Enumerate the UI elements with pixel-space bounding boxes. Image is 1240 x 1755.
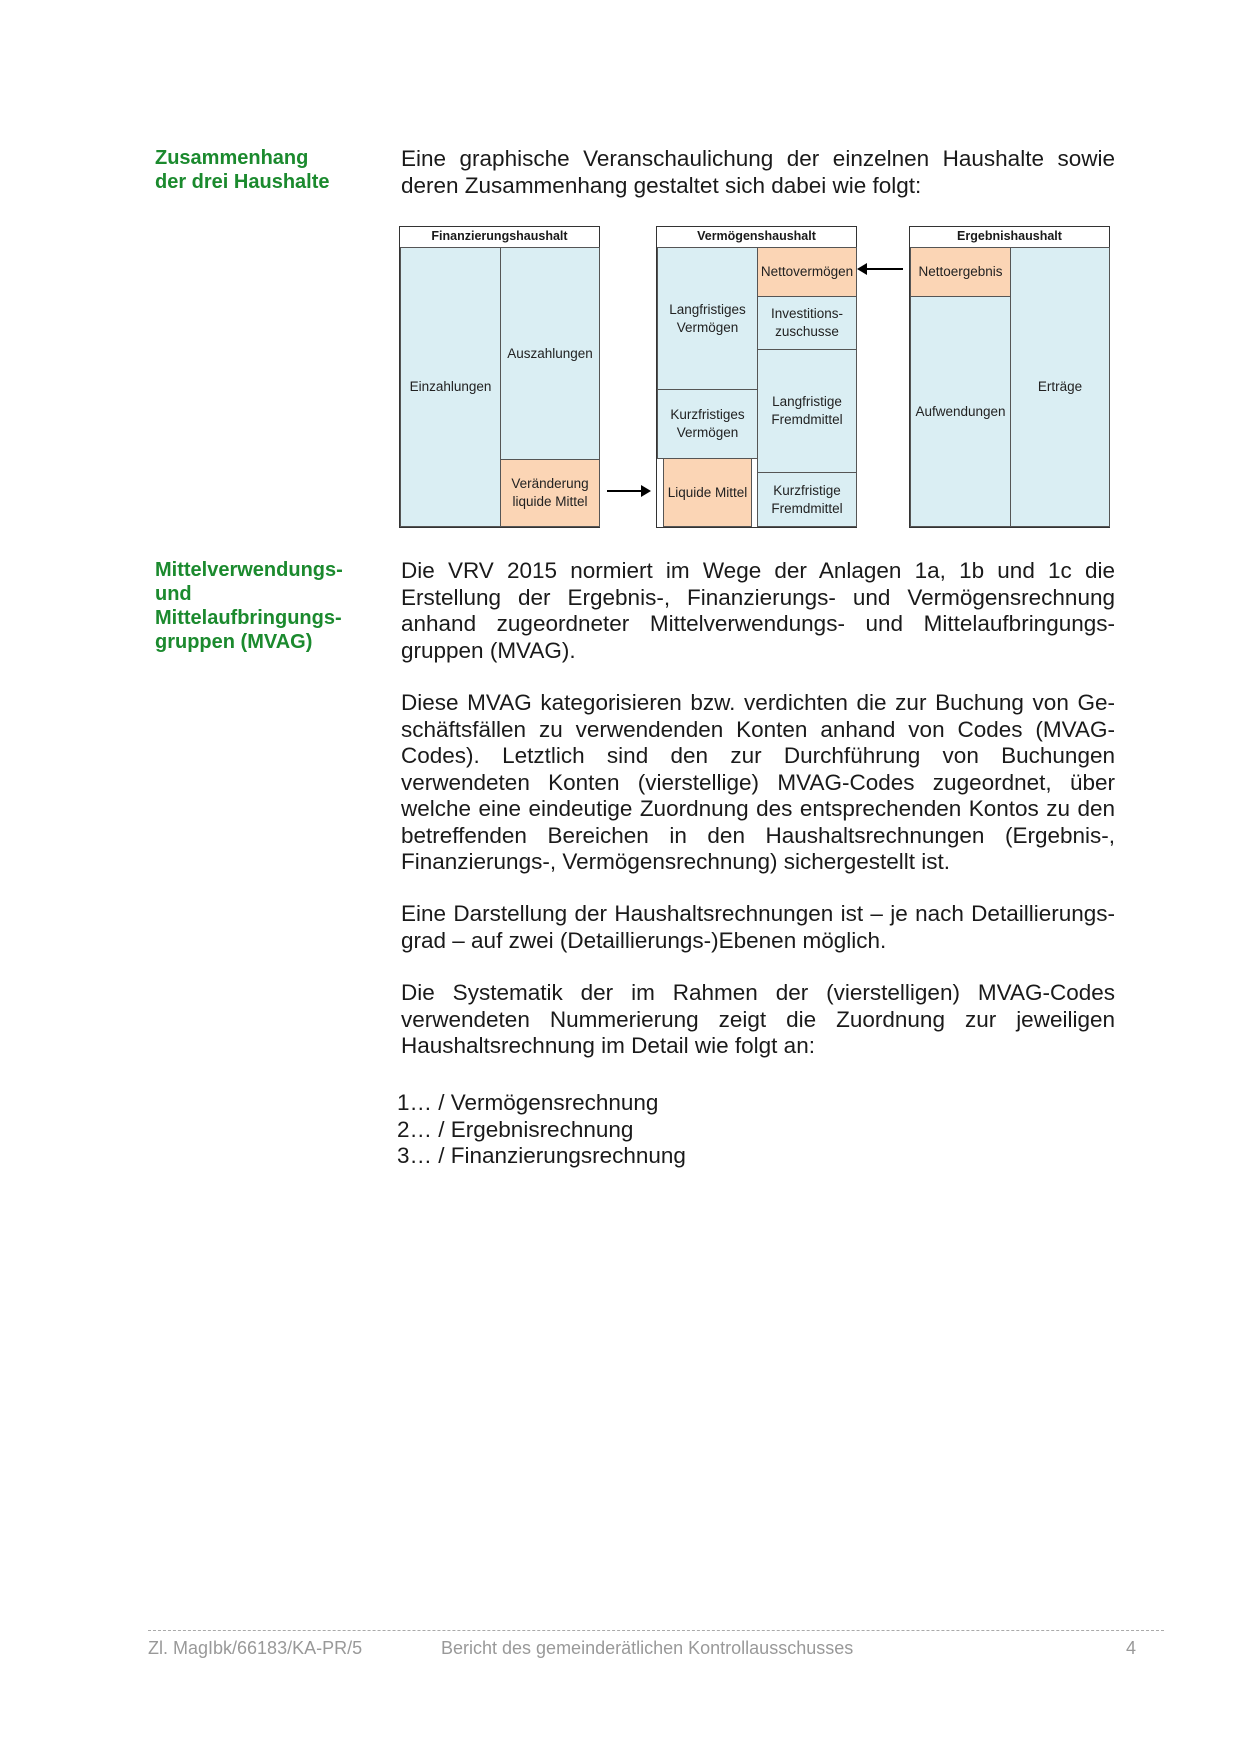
ergebnishaushalt-box <box>909 226 1110 528</box>
section-heading-zusammenhang <box>155 146 380 194</box>
heading-line: der drei Haushalte <box>155 171 330 193</box>
heading-line: Mittelverwendungs- <box>155 559 343 581</box>
ertraege-label: Erträge <box>1037 379 1083 394</box>
finanzierungshaushalt-box <box>399 226 600 528</box>
heading-line: Zusammenhang <box>155 147 309 169</box>
intro-paragraph: Eine graphische Veranschaulichung der einzelnen Haushalte sowie deren Zusammenhang gestaltet sich dabei wie folgt: <box>401 146 1115 198</box>
nettovermoegen-label: Nettovermögen <box>760 264 854 279</box>
nettoergebnis-label: Nettoergebnis <box>918 264 1003 279</box>
invest-label-2: zuschusse <box>775 324 839 339</box>
lang-fremd-label-2: Fremdmittel <box>771 412 843 427</box>
footer-divider <box>148 1630 1164 1631</box>
nettovermoegen-cell <box>757 247 857 297</box>
vermoegenshaushalt-title: Vermögenshaushalt <box>657 227 856 248</box>
mvag-number-list <box>397 1090 686 1170</box>
kurz-fremd-label-1: Kurzfristige <box>773 482 841 498</box>
lang-verm-label-2: Vermögen <box>676 319 739 335</box>
ertraege-cell <box>1010 247 1110 527</box>
vrv-paragraph: Die VRV 2015 normiert im Wege der Anlagen 1a, 1b und 1c die Erstellung der Ergebnis-, Finanzierungs- und Vermögensrechnung anhand zugeordneter Mittelverwendungs- und Mittelaufbringungs-gruppen (MVAG). <box>401 558 1115 663</box>
list-item: 2… / Ergebnisrechnung <box>397 1116 634 1142</box>
list-item: 3… / Finanzierungsrechnung <box>397 1143 686 1168</box>
investitionszuschuesse-cell <box>757 296 857 350</box>
veraenderung-label-1: Veränderung <box>511 476 589 491</box>
aufwendungen-cell <box>910 296 1011 527</box>
aufwendungen-label: Aufwendungen <box>915 403 1006 419</box>
page-number: 4 <box>1126 1638 1137 1658</box>
kurzfristige-fremdmittel-cell <box>757 472 857 527</box>
kurz-fremd-label-2: Fremdmittel <box>771 500 843 516</box>
einzahlungen-label: Einzahlungen <box>409 379 492 394</box>
kurz-verm-label-2: Vermögen <box>676 425 739 440</box>
darstellung-paragraph: Eine Darstellung der Haushaltsrechnungen ist – je nach Detaillierungs-grad – auf zwei (Detaillierungs-)Ebenen möglich. <box>401 901 1115 953</box>
invest-label-1: Investitions- <box>770 306 844 321</box>
langfristiges-vermoegen-cell <box>657 247 758 390</box>
footer-reference: Zl. MagIbk/66183/KA-PR/5 <box>148 1638 363 1658</box>
langfristige-fremdmittel-cell <box>757 349 857 473</box>
mvag-paragraph: Diese MVAG kategorisieren bzw. verdichten die zur Buchung von Ge-schäftsfällen zu verwendenden Konten anhand von Codes (MVAG-Codes). Letztlich sind den zur Durchführung von Buchungen verwendeten Konten (vierstellige) MVAG-Codes zugeordnet, über welche eine eindeutige Zuordnung des entsprechenden Kontos zu den betreffenden Bereichen in den Haushaltsrechnungen (Ergebnis-, Finanzierungs-, Vermögensrechnung) sichergestellt ist. <box>401 690 1115 874</box>
systematik-paragraph: Die Systematik der im Rahmen der (vierstelligen) MVAG-Codes verwendeten Nummerierung zeigt die Zuordnung zur jeweiligen Haushaltsrechnung im Detail wie folgt an: <box>401 980 1115 1058</box>
veraenderung-liquide-mittel-cell <box>500 459 600 527</box>
ergebnishaushalt-title: Ergebnishaushalt <box>910 227 1109 248</box>
lang-fremd-label-1: Langfristige <box>772 394 842 409</box>
finanzierungshaushalt-title: Finanzierungshaushalt <box>400 227 599 248</box>
auszahlungen-label: Auszahlungen <box>507 345 593 361</box>
liquide-mittel-cell <box>663 458 752 527</box>
section-heading-mvag <box>155 558 380 654</box>
kurzfristiges-vermoegen-cell <box>657 389 758 459</box>
heading-line: und Mittelaufbringungs- <box>155 583 342 629</box>
arrow-left-icon <box>859 268 903 270</box>
einzahlungen-cell <box>400 247 501 527</box>
list-item: 1… / Vermögensrechnung <box>397 1090 659 1115</box>
nettoergebnis-cell <box>910 247 1011 297</box>
veraenderung-label-2: liquide Mittel <box>512 494 588 509</box>
arrow-right-icon <box>607 490 649 492</box>
footer-title: Bericht des gemeinderätlichen Kontrollausschusses <box>441 1638 854 1658</box>
heading-line: gruppen (MVAG) <box>155 631 313 653</box>
liquide-mittel-label: Liquide Mittel <box>667 484 748 500</box>
kurz-verm-label-1: Kurzfristiges <box>670 407 745 422</box>
auszahlungen-cell <box>500 247 600 460</box>
lang-verm-label-1: Langfristiges <box>669 301 746 317</box>
vermoegenshaushalt-box <box>656 226 857 528</box>
haushalt-diagram <box>399 226 1113 534</box>
